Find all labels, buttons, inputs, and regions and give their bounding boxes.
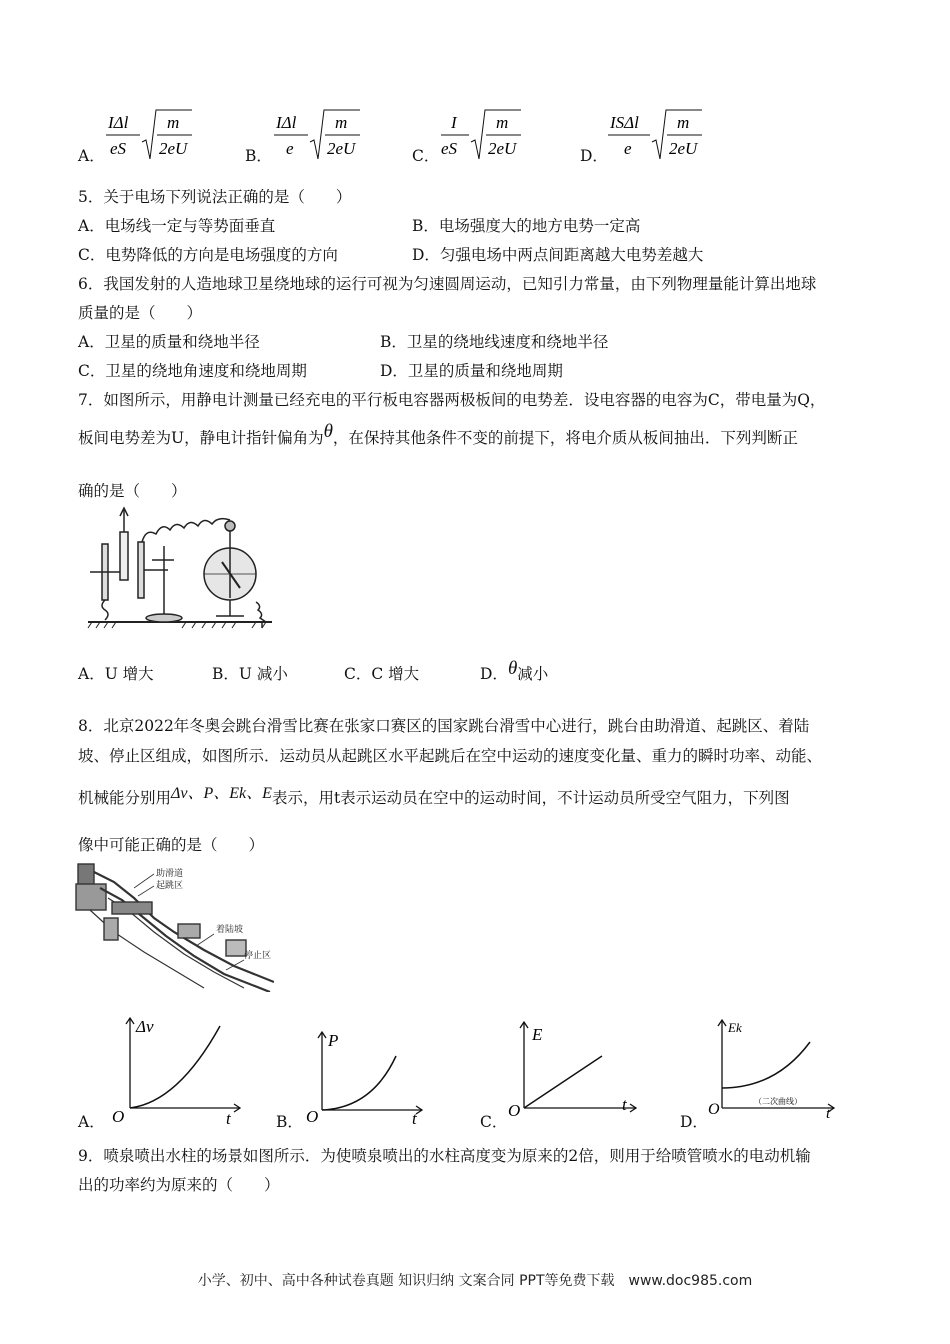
root-denominator: 2eU (327, 139, 356, 158)
q7-stem-line3: 确的是（ ） (78, 482, 187, 500)
q8-stem-part1: 机械能分别用 (78, 789, 172, 807)
q6-option-a: A．卫星的质量和绕地半径 (78, 333, 260, 351)
label-takeoff: 起跳区 (156, 880, 184, 890)
root-denominator: 2eU (488, 139, 517, 158)
theta-symbol: θ (323, 421, 333, 442)
q5-option-b: B．电场强度大的地方电势一定高 (412, 217, 641, 235)
q7-stem-line1: 7．如图所示，用静电计测量已经充电的平行板电容器两极板间的电势差．设电容器的电容为C，带电量为Q， (78, 391, 826, 409)
y-axis-label: P (328, 1031, 339, 1050)
numerator: IΔl (276, 113, 297, 132)
q8-graph-c-label: C． (480, 1113, 508, 1131)
q8-stem-line2: 坡、停止区组成，如图所示．运动员从起跳区水平起跳后在空中运动的速度变化量、重力的瞬时功率、动能、 (78, 747, 823, 765)
y-axis-label: E (532, 1025, 543, 1044)
q5-option-c: C．电势降低的方向是电场强度的方向 (78, 246, 338, 264)
numerator: I (451, 113, 457, 132)
q8-graph-d-label: D． (680, 1113, 708, 1131)
formula-a (100, 104, 200, 164)
q7-option-a: A．U 增大 (78, 665, 154, 683)
root-numerator: m (335, 113, 348, 132)
option-label: C． (412, 147, 440, 165)
q7-stem-part2: ，在保持其他条件不变的前提下，将电介质从板间抽出．下列判断正 (332, 429, 798, 447)
q9-stem-line1: 9．喷泉喷出水柱的场景如图所示．为使喷泉喷出的水柱高度变为原来的2倍，则用于给喷管喷水的电动机输 (78, 1147, 811, 1165)
x-axis-label: t (412, 1109, 417, 1124)
root-numerator: m (677, 113, 690, 132)
option-label: B． (245, 147, 272, 165)
x-axis-label: t (826, 1106, 831, 1118)
numerator: ISΔl (610, 113, 639, 132)
label-run-in: 助滑道 (156, 868, 184, 878)
q6-option-c: C．卫星的绕地角速度和绕地周期 (78, 362, 307, 380)
q7-stem-line2 (78, 421, 798, 448)
q5-option-a: A．电场线一定与等势面垂直 (78, 217, 276, 235)
denominator: e (624, 139, 632, 158)
curve-note: （二次曲线） (754, 1097, 802, 1106)
q6-option-b: B．卫星的绕地线速度和绕地半径 (380, 333, 609, 351)
formula-d (604, 104, 714, 164)
q7-option-d (480, 658, 549, 684)
origin-label: O (112, 1107, 125, 1124)
symbol-list: Δv、P、Ek、E (171, 785, 272, 802)
denominator: eS (441, 139, 458, 158)
q8-stem-line3 (78, 785, 790, 809)
option-label: A． (78, 147, 105, 165)
root-numerator: m (496, 113, 509, 132)
q8-graph-b-label: B． (276, 1113, 303, 1131)
q5-stem: 5．关于电场下列说法正确的是（ ） (78, 188, 352, 206)
q8-graph-a (108, 1012, 248, 1124)
q8-graph-d (706, 1014, 844, 1118)
origin-label: O (508, 1101, 521, 1120)
root-denominator: 2eU (669, 139, 698, 158)
x-axis-label: t (622, 1095, 627, 1114)
q8-graph-c (506, 1016, 646, 1120)
x-axis-label: t (226, 1109, 231, 1124)
label-stop: 停止区 (244, 950, 272, 960)
electrometer-figure (86, 506, 276, 634)
formula-c (435, 104, 535, 164)
q5-option-d: D．匀强电场中两点间距离越大电势差越大 (412, 246, 704, 264)
q7-option-c: C．C 增大 (344, 665, 420, 683)
q8-stem-line4: 像中可能正确的是（ ） (78, 836, 265, 854)
q8-graph-b (302, 1026, 432, 1124)
q6-option-d: D．卫星的质量和绕地周期 (380, 362, 563, 380)
ski-jump-figure (74, 862, 274, 992)
origin-label: O (306, 1107, 319, 1124)
q6-stem-line2: 质量的是（ ） (78, 304, 203, 322)
option-label: D． (580, 147, 608, 165)
label-landing: 着陆坡 (216, 924, 244, 934)
denominator: e (286, 139, 294, 158)
option-text: 减小 (517, 665, 549, 683)
theta-symbol: θ (507, 658, 518, 679)
q6-stem-line1: 6．我国发射的人造地球卫星绕地球的运行可视为匀速圆周运动，已知引力常量，由下列物理量能计算出地球 (78, 275, 817, 293)
q8-stem-part2: 表示，用t表示运动员在空中的运动时间，不计运动员所受空气阻力，下列图 (271, 789, 790, 807)
q9-stem-line2: 出的功率约为原来的（ ） (78, 1176, 280, 1194)
q7-option-b: B．U 减小 (212, 665, 288, 683)
option-label: D． (480, 665, 508, 683)
y-axis-label: Ek (728, 1020, 742, 1035)
formula-b (268, 104, 368, 164)
root-numerator: m (167, 113, 180, 132)
q8-stem-line1: 8．北京2022年冬奥会跳台滑雪比赛在张家口赛区的国家跳台滑雪中心进行，跳台由助滑道、起跳区、着陆 (78, 717, 810, 735)
numerator: IΔl (108, 113, 129, 132)
page-footer: 小学、初中、高中各种试卷真题 知识归纳 文案合同 PPT等免费下载 www.doc985.com (197, 1273, 753, 1289)
q8-graph-a-label: A． (78, 1113, 105, 1131)
y-axis-label: Δv (136, 1017, 154, 1036)
root-denominator: 2eU (159, 139, 188, 158)
origin-label: O (708, 1101, 720, 1118)
denominator: eS (110, 139, 127, 158)
q7-stem-part1: 板间电势差为U，静电计指针偏角为 (78, 429, 324, 447)
